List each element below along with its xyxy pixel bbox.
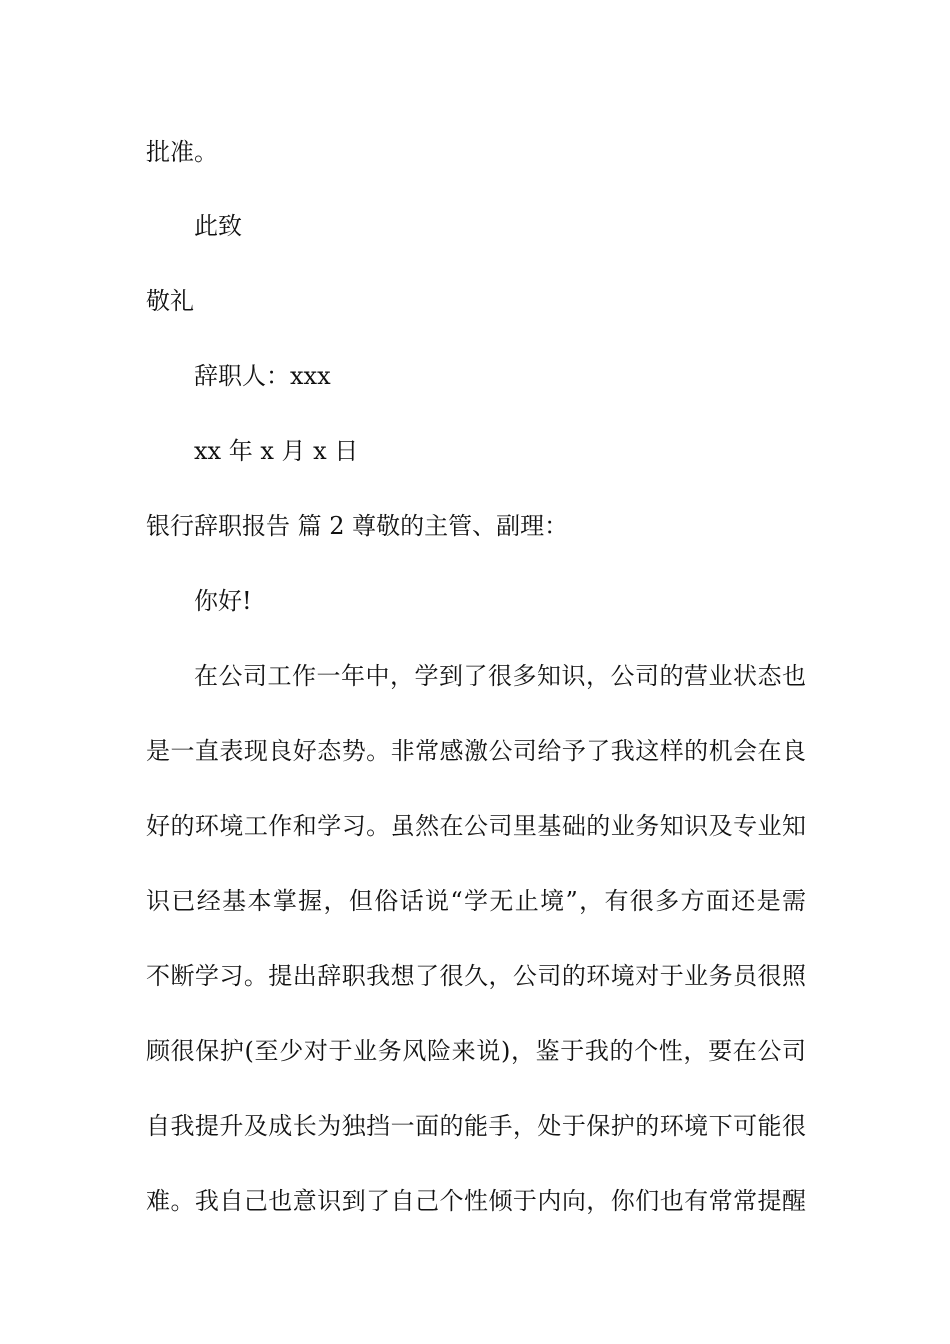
text-line-greeting: 你好! <box>194 587 252 615</box>
paragraph-line-8: 难。我自己也意识到了自己个性倾于内向，你们也有常常提醒 <box>146 1187 806 1215</box>
text-line-section-heading: 银行辞职报告 篇 2 尊敬的主管、副理： <box>146 512 569 540</box>
text-line-respect: 敬礼 <box>146 287 194 315</box>
text-line-date: xx 年 x 月 x 日 <box>194 437 359 465</box>
paragraph-line-4: 识已经基本掌握，但俗话说“学无止境”，有很多方面还是需 <box>146 887 806 915</box>
paragraph-line-2: 是一直表现良好态势。非常感激公司给予了我这样的机会在良 <box>146 737 806 765</box>
paragraph-line-6: 顾很保护(至少对于业务风险来说)，鉴于我的个性，要在公司 <box>146 1037 806 1065</box>
text-line-resigner: 辞职人：xxx <box>194 362 331 390</box>
text-line-approval: 批准。 <box>146 138 218 166</box>
paragraph-line-3: 好的环境工作和学习。虽然在公司里基础的业务知识及专业知 <box>146 812 806 840</box>
paragraph-line-5: 不断学习。提出辞职我想了很久，公司的环境对于业务员很照 <box>146 962 806 990</box>
text-line-salutation: 此致 <box>194 212 242 240</box>
paragraph-line-1: 在公司工作一年中，学到了很多知识，公司的营业状态也 <box>194 662 806 690</box>
paragraph-line-7: 自我提升及成长为独挡一面的能手，处于保护的环境下可能很 <box>146 1112 806 1140</box>
